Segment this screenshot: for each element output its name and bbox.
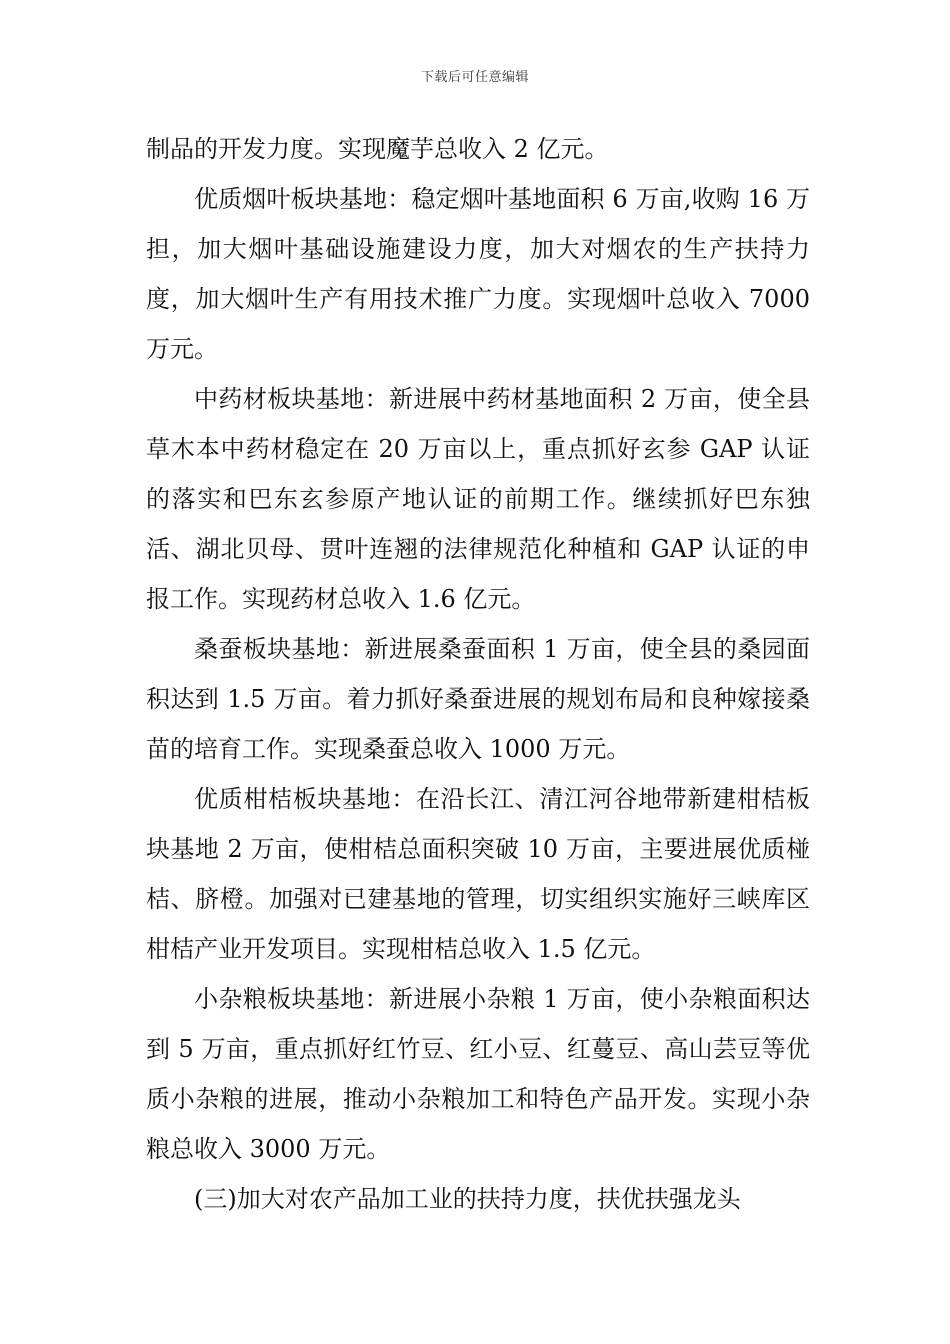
page-header: 下载后可任意编辑 [420,70,529,85]
paragraph-sericulture-base: 桑蚕板块基地：新进展桑蚕面积 1 万亩，使全县的桑园面积达到 1.5 万亩。着力抓好桑蚕进展的规划布局和良种嫁接桑苗的培育工作。实现桑蚕总收入 1000 万元。 [146,635,810,763]
paragraph-minor-grains-base: 小杂粮板块基地：新进展小杂粮 1 万亩，使小杂粮面积达到 5 万亩，重点抓好红竹豆、红小豆、红蔓豆、高山芸豆等优质小杂粮的进展，推动小杂粮加工和特色产品开发。实现小杂粮总收入 3000 万元。 [146,985,810,1163]
paragraph-herbal-medicine-base: 中药材板块基地：新进展中药材基地面积 2 万亩，使全县草木本中药材稳定在 20 万亩以上，重点抓好玄参 GAP 认证的落实和巴东玄参原产地认证的前期工作。继续抓好巴东独活、湖北贝母、贯叶连翘的法律规范化种植和 GAP 认证的申报工作。实现药材总收入 1.6 亿元。 [146,385,810,613]
paragraph-section-three-heading: (三)加大对农产品加工业的扶持力度，扶优扶强龙头 [194,1185,741,1213]
document-body [146,124,810,1224]
paragraph-tobacco-base: 优质烟叶板块基地：稳定烟叶基地面积 6 万亩,收购 16 万担，加大烟叶基础设施建设力度，加大对烟农的生产扶持力度，加大烟叶生产有用技术推广力度。实现烟叶总收入 7000 万元。 [146,185,810,363]
paragraph-konjac-continued: 制品的开发力度。实现魔芋总收入 2 亿元。 [146,135,609,163]
paragraph-citrus-base: 优质柑桔板块基地：在沿长江、清江河谷地带新建柑桔板块基地 2 万亩，使柑桔总面积突破 10 万亩，主要进展优质椪桔、脐橙。加强对已建基地的管理，切实组织实施好三峡库区柑桔产业开发项目。实现柑桔总收入 1.5 亿元。 [146,785,810,963]
